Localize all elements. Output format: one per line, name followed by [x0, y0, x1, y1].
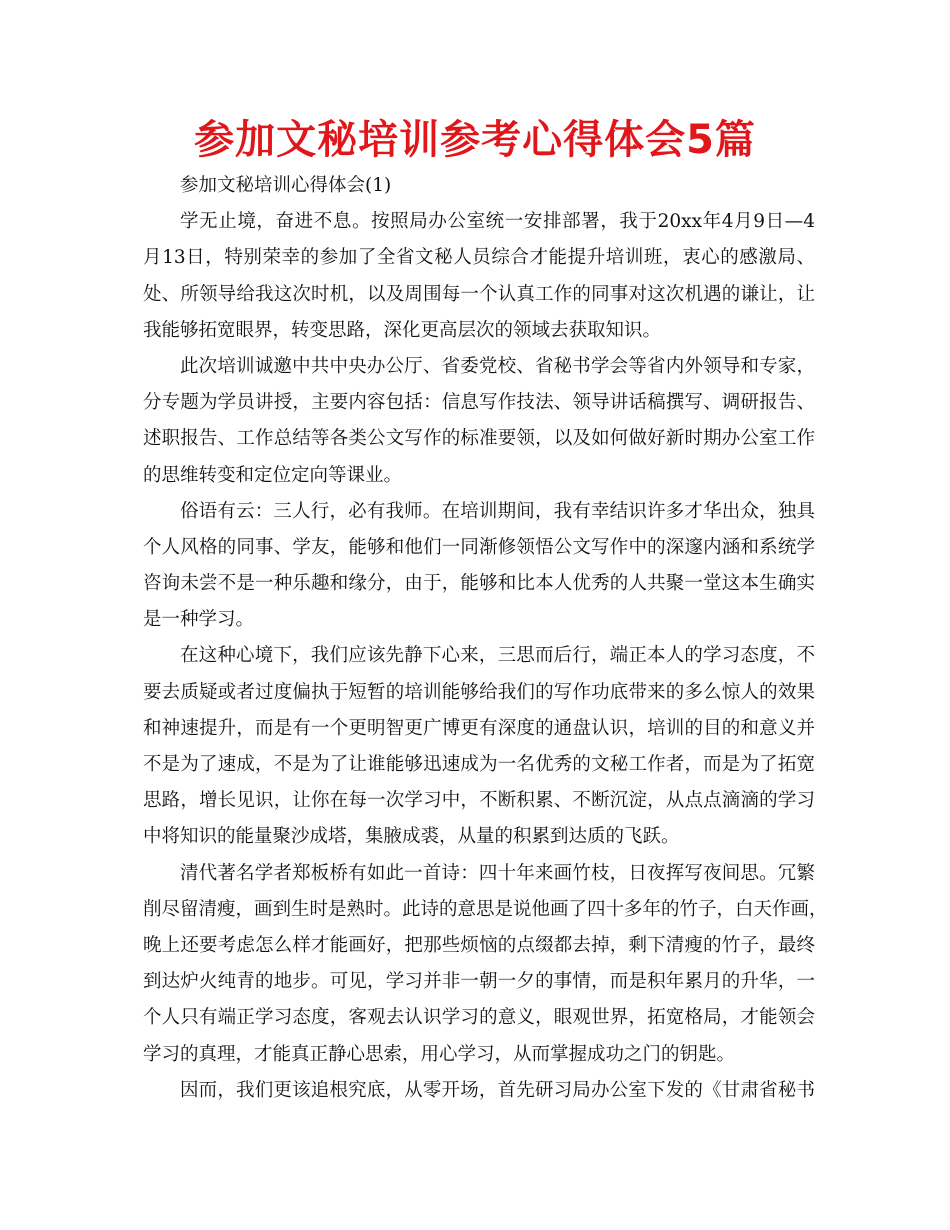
text-line: 的思维转变和定位定向等课业。 [143, 464, 403, 486]
text-line: 参加文秘培训心得体会(1) [180, 175, 392, 196]
text-line: 个人只有端正学习态度，客观去认识学习的意义，眼观世界，拓宽格局，才能领会 [143, 1007, 815, 1029]
text-line: 削尽留清瘦，画到生时是熟时。此诗的意思是说他画了四十多年的竹子，白天作画， [143, 898, 828, 920]
text-line: 俗语有云：三人行，必有我师。在培训期间，我有幸结识许多才华出众，独具 [180, 500, 815, 522]
text-line: 在这种心境下，我们应该先静下心来，三思而后行，端正本人的学习态度，不 [180, 645, 815, 667]
document-title: 参加文秘培训参考心得体会5篇 [194, 117, 756, 163]
text-line: 不是为了速成，不是为了让谁能够迅速成为一名优秀的文秘工作者，而是为了拓宽 [143, 754, 815, 775]
text-line: 学习的真理，才能真正静心思索，用心学习，从而掌握成功之门的钥匙。 [143, 1043, 736, 1065]
text-line: 咨询未尝不是一种乐趣和缘分，由于，能够和比本人优秀的人共聚一堂这本生确实 [143, 573, 815, 595]
text-line: 和神速提升，而是有一个更明智更广博更有深度的通盘认识，培训的目的和意义并 [143, 717, 815, 739]
text-line: 因而，我们更该追根究底，从零开场，首先研习局办公室下发的《甘肃省秘书 [180, 1079, 815, 1101]
text-line: 分专题为学员讲授，主要内容包括：信息写作技法、领导讲话稿撰写、调研报告、 [143, 392, 815, 414]
text-line: 要去质疑或者过度偏执于短暂的培训能够给我们的写作功底带来的多么惊人的效果 [143, 681, 815, 703]
text-line: 月13日，特别荣幸的参加了全省文秘人员综合才能提升培训班，衷心的感激局、 [143, 247, 815, 269]
text-line: 处、所领导给我这次时机，以及周围每一个认真工作的同事对这次机遇的谦让，让 [143, 283, 815, 305]
text-line: 述职报告、工作总结等各类公文写作的标准要领，以及如何做好新时期办公室工作 [143, 428, 815, 450]
text-line: 中将知识的能量聚沙成塔，集腋成裘，从量的积累到达质的飞跃。 [143, 826, 680, 848]
text-line: 我能够拓宽眼界，转变思路，深化更高层次的领域去获取知识。 [143, 319, 662, 341]
document-body [143, 168, 828, 1109]
text-line: 清代著名学者郑板桥有如此一首诗：四十年来画竹枝，日夜挥写夜间思。冗繁 [180, 862, 815, 884]
text-line: 晚上还要考虑怎么样才能画好，把那些烦恼的点缀都去掉，剩下清瘦的竹子，最终 [143, 934, 815, 956]
text-line: 个人风格的同事、学友，能够和他们一同渐修领悟公文写作中的深邃内涵和系统学 [143, 536, 815, 558]
text-line: 到达炉火纯青的地步。可见，学习并非一朝一夕的事情，而是积年累月的升华，一 [143, 971, 815, 993]
text-line: 思路，增长见识，让你在每一次学习中，不断积累、不断沉淀，从点点滴滴的学习 [143, 790, 815, 812]
text-line: 学无止境，奋进不息。按照局办公室统一安排部署，我于20xx年4月9日—4 [180, 211, 815, 233]
text-line: 是一种学习。 [143, 609, 255, 631]
text-line: 此次培训诚邀中共中央办公厅、省委党校、省秘书学会等省内外领导和专家， [180, 355, 815, 377]
